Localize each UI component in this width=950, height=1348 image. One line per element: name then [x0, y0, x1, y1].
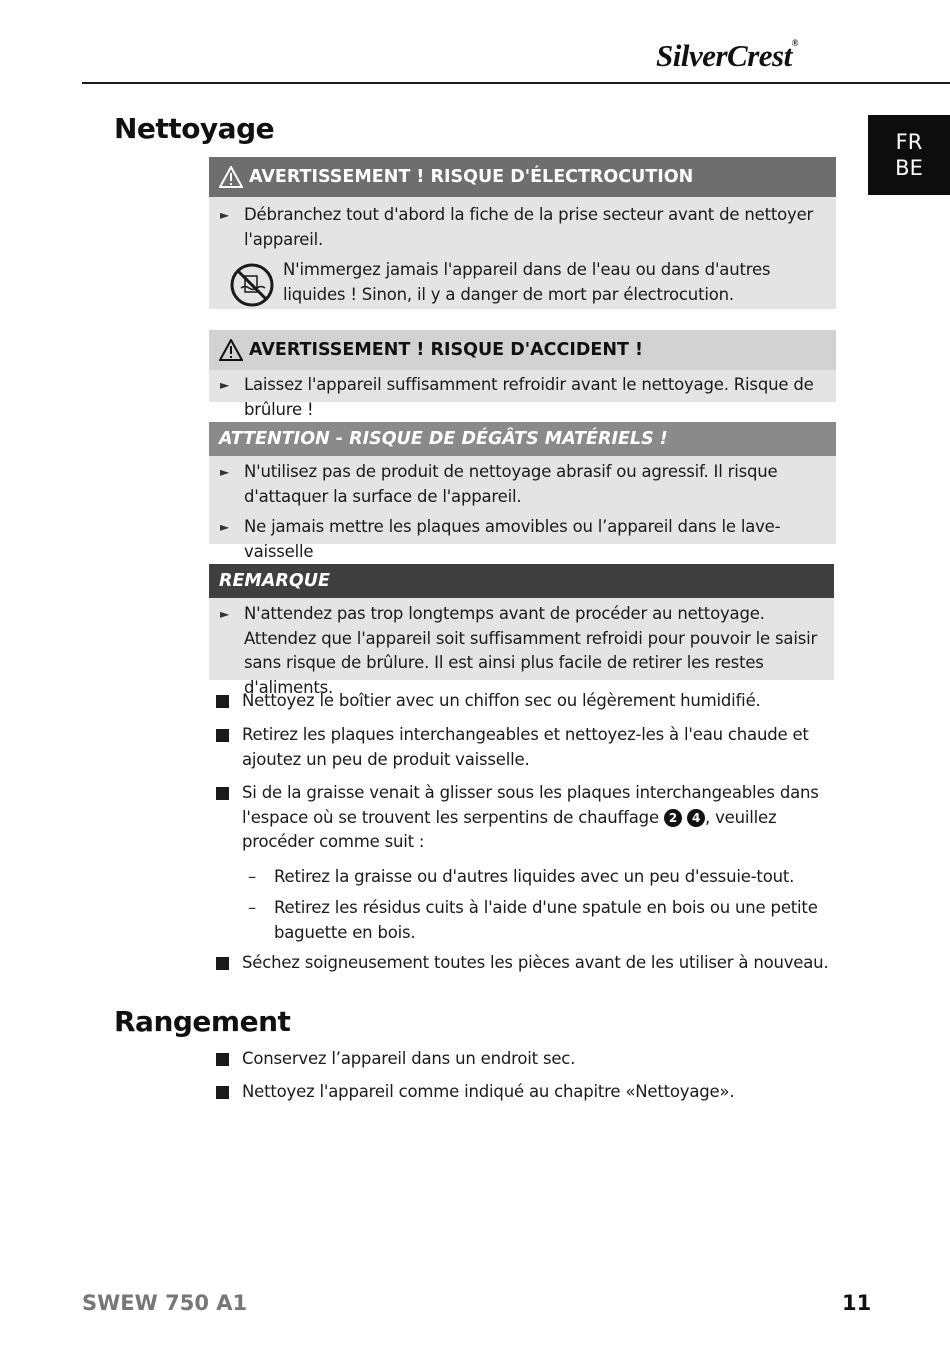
- note-header: [209, 564, 834, 598]
- no-immersion-icon: [229, 262, 275, 308]
- square-bullet-icon: [216, 787, 229, 800]
- sub-list-item: – Retirez les résidus cuits à l'aide d'une spatule en bois ou une petite baguette en bois.: [248, 898, 818, 942]
- figure-reference-badge: 4: [687, 809, 705, 827]
- section-title-cleaning: Nettoyage: [114, 112, 275, 145]
- attention-box: [209, 422, 836, 561]
- footer-model-number: SWEW 750 A1: [82, 1291, 248, 1315]
- dash-bullet: –: [248, 867, 257, 886]
- square-bullet-icon: [216, 957, 229, 970]
- dash-bullet: –: [248, 898, 257, 917]
- warning-title: AVERTISSEMENT ! RISQUE D'ACCIDENT !: [249, 340, 643, 360]
- figure-reference-badge: 2: [664, 809, 682, 827]
- section-title-storage: Rangement: [114, 1005, 291, 1038]
- warning-triangle-icon: [219, 166, 243, 188]
- square-bullet-icon: [216, 1086, 229, 1099]
- warning-header: [209, 330, 836, 370]
- triangle-bullet-icon: ►: [220, 378, 230, 392]
- brand-logo: SilverCrest®: [656, 38, 798, 73]
- warning-box-shock: [209, 157, 836, 309]
- immersion-warning: N'immergez jamais l'appareil dans de l'eau ou dans d'autres liquides ! Sinon, il y a danger de mort par électrocution.: [209, 258, 836, 308]
- list-item: ► Débranchez tout d'abord la fiche de la prise secteur avant de nettoyer l'appareil.: [220, 205, 814, 249]
- list-item: Si de la graisse venait à glisser sous les plaques interchangeables dans l'espace où se trouvent les serpentins de chauffage 2 4 , veuillez procéder comme suit :: [216, 781, 836, 855]
- attention-header: [209, 422, 836, 456]
- warning-triangle-icon: [219, 339, 243, 361]
- square-bullet-icon: [216, 729, 229, 742]
- sub-list-item: – Retirez la graisse ou d'autres liquides avec un peu d'essuie-tout.: [248, 865, 828, 890]
- note-box: [209, 564, 834, 697]
- list-item: ► N'attendez pas trop longtemps avant de procéder au nettoyage. Attendez que l'appareil soit suffisamment refroidi pour pouvoir le saisir sans risque de brûlure. Il est ainsi plus facile de retirer les restes d'aliments.: [220, 604, 818, 697]
- list-item: Nettoyez l'appareil comme indiqué au chapitre «Nettoyage».: [216, 1080, 836, 1105]
- list-item: Conservez l’appareil dans un endroit sec.: [216, 1047, 836, 1072]
- warning-box-accident: [209, 330, 836, 419]
- language-tab: [868, 115, 950, 195]
- note-title: REMARQUE: [219, 571, 330, 591]
- square-bullet-icon: [216, 1053, 229, 1066]
- list-item: ► Ne jamais mettre les plaques amovibles ou l’appareil dans le lave-vaisselle: [220, 517, 781, 561]
- list-item: Séchez soigneusement toutes les pièces avant de les utiliser à nouveau.: [216, 951, 836, 976]
- square-bullet-icon: [216, 695, 229, 708]
- language-code-fr: FR: [895, 130, 923, 154]
- triangle-bullet-icon: ►: [220, 465, 230, 479]
- list-item: Retirez les plaques interchangeables et nettoyez-les à l'eau chaude et ajoutez un peu de produit vaisselle.: [216, 723, 836, 772]
- warning-header: [209, 157, 836, 197]
- language-code-be: BE: [895, 156, 923, 180]
- header-rule: [82, 82, 950, 84]
- footer-page-number: 11: [842, 1291, 872, 1315]
- triangle-bullet-icon: ►: [220, 520, 230, 534]
- triangle-bullet-icon: ►: [220, 607, 230, 621]
- list-item: ► Laissez l'appareil suffisamment refroidir avant le nettoyage. Risque de brûlure !: [220, 375, 814, 419]
- triangle-bullet-icon: ►: [220, 208, 230, 222]
- list-item: ► N'utilisez pas de produit de nettoyage abrasif ou agressif. Il risque d'attaquer la surface de l'appareil.: [220, 462, 778, 506]
- list-item: Nettoyez le boîtier avec un chiffon sec ou légèrement humidifié.: [216, 689, 836, 714]
- warning-title: AVERTISSEMENT ! RISQUE D'ÉLECTROCUTION: [249, 167, 694, 187]
- attention-title: ATTENTION - RISQUE DE DÉGÂTS MATÉRIELS !: [219, 429, 668, 449]
